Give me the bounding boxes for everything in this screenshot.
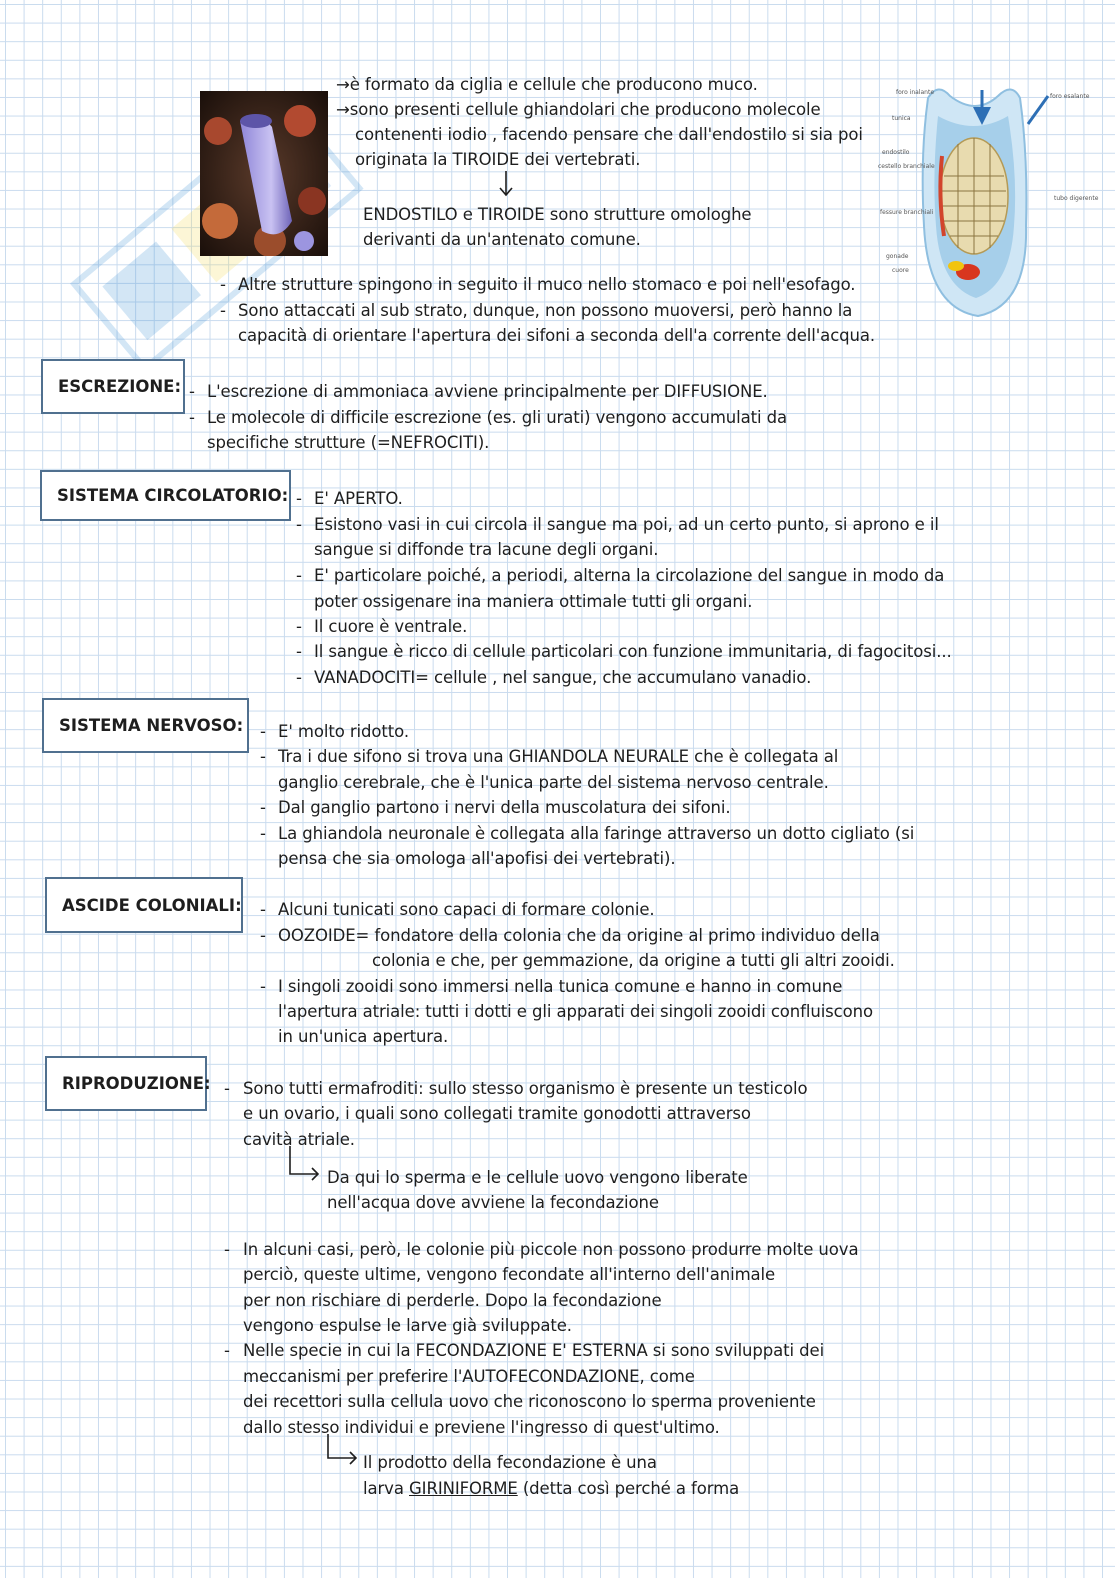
- corner-arrow-icon: [322, 1432, 362, 1470]
- circolatorio-line-6: VANADOCITI= cellule , nel sangue, che accumulano vanadio.: [314, 668, 812, 687]
- label-cuore: cuore: [892, 267, 909, 274]
- coloniali-line-3b: l'apertura atriale: tutti i dotti e gli apparati dei singoli zooidi confluiscono: [278, 1002, 873, 1021]
- arrow-line-3: contenenti iodio , facendo pensare che dall'endostilo si sia poi: [355, 125, 863, 144]
- bullet-dash: -: [296, 617, 302, 636]
- circolatorio-line-4: Il cuore è ventrale.: [314, 617, 468, 636]
- top-bullet-1: Altre strutture spingono in seguito il muco nello stomaco e poi nell'esofago.: [238, 275, 856, 294]
- bullet-dash: -: [296, 515, 302, 534]
- giriniforme-term: GIRINIFORME: [409, 1479, 518, 1498]
- circolatorio-line-2b: sangue si diffonde tra lacune degli organi.: [314, 540, 659, 559]
- nervoso-line-4b: pensa che sia omologa all'apofisi dei vertebrati).: [278, 849, 676, 868]
- riproduzione-p3-arrow-2: [363, 1476, 739, 1502]
- label-endostilo: endostilo: [882, 149, 910, 156]
- down-arrow-icon: [496, 170, 516, 198]
- larva-suffix: (detta così perché a forma: [517, 1479, 740, 1498]
- bullet-dash: -: [260, 798, 266, 817]
- label-gonade: gonade: [886, 253, 909, 260]
- riproduzione-p1-1: Sono tutti ermafroditi: sullo stesso organismo è presente un testicolo: [243, 1079, 808, 1098]
- nervoso-line-3: Dal ganglio partono i nervi della muscolatura dei sifoni.: [278, 798, 731, 817]
- label-cestello: cestello branchiale: [878, 163, 935, 170]
- arrow-line-2: →sono presenti cellule ghiandolari che producono molecole: [336, 100, 821, 119]
- ascidian-photo: [200, 91, 328, 256]
- section-title-escrezione: ESCREZIONE:: [41, 359, 185, 414]
- coloniali-oozoide-2: colonia e che, per gemmazione, da origine a tutti gli altri zooidi.: [372, 951, 895, 970]
- nervoso-line-4a: La ghiandola neuronale è collegata alla faringe attraverso un dotto cigliato (si: [278, 824, 915, 843]
- top-bullet-2a: Sono attaccati al sub strato, dunque, non possono muoversi, però hanno la: [238, 301, 853, 320]
- section-title-coloniali: ASCIDE COLONIALI:: [45, 877, 243, 933]
- nervoso-line-2b: ganglio cerebrale, che è l'unica parte del sistema nervoso centrale.: [278, 773, 829, 792]
- top-bullet-2b: capacità di orientare l'apertura dei sifoni a seconda dell'a corrente dell'acqua.: [238, 326, 876, 345]
- riproduzione-p3-2: meccanismi per preferire l'AUTOFECONDAZIONE, come: [243, 1367, 695, 1386]
- section-title-nervoso: SISTEMA NERVOSO:: [42, 698, 249, 753]
- bullet-dash: -: [189, 382, 195, 401]
- circolatorio-line-3a: E' particolare poiché, a periodi, alterna la circolazione del sangue in modo da: [314, 566, 945, 585]
- label-foro-inalante: foro inalante: [896, 89, 935, 96]
- bullet-dash: -: [260, 722, 266, 741]
- bullet-dash: -: [220, 301, 226, 320]
- bullet-dash: -: [220, 275, 226, 294]
- label-tunica: tunica: [892, 115, 911, 122]
- larva-prefix: larva: [363, 1479, 409, 1498]
- coloniali-line-3a: I singoli zooidi sono immersi nella tunica comune e hanno in comune: [278, 977, 843, 996]
- bullet-dash: -: [260, 747, 266, 766]
- bullet-dash: -: [260, 926, 266, 945]
- riproduzione-p2-2: perciò, queste ultime, vengono fecondate all'interno dell'animale: [243, 1265, 776, 1284]
- bullet-dash: -: [260, 824, 266, 843]
- coloniali-line-1: Alcuni tunicati sono capaci di formare colonie.: [278, 900, 655, 919]
- omology-line-2: derivanti da un'antenato comune.: [363, 230, 641, 249]
- bullet-dash: -: [260, 900, 266, 919]
- riproduzione-arrow-1: Da qui lo sperma e le cellule uovo vengono liberate: [327, 1168, 748, 1187]
- escrezione-line-2a: Le molecole di difficile escrezione (es. gli urati) vengono accumulati da: [207, 408, 788, 427]
- omology-line-1: ENDOSTILO e TIROIDE sono strutture omologhe: [363, 205, 752, 224]
- escrezione-line-2b: specifiche strutture (=NEFROCITI).: [207, 433, 490, 452]
- section-title-riproduzione: RIPRODUZIONE:: [45, 1056, 207, 1111]
- bullet-dash: -: [189, 408, 195, 427]
- label-tubo-digerente: tubo digerente: [1054, 195, 1099, 202]
- bullet-dash: -: [224, 1240, 230, 1259]
- riproduzione-p1-2: e un ovario, i quali sono collegati tramite gonodotti attraverso: [243, 1104, 751, 1123]
- riproduzione-p2-1: In alcuni casi, però, le colonie più piccole non possono produrre molte uova: [243, 1240, 859, 1259]
- riproduzione-p2-4: vengono espulse le larve già sviluppate.: [243, 1316, 572, 1335]
- bullet-dash: -: [296, 642, 302, 661]
- riproduzione-p3-4: dallo stesso individui e previene l'ingresso di quest'ultimo.: [243, 1418, 720, 1437]
- riproduzione-arrow-2: nell'acqua dove avviene la fecondazione: [327, 1193, 659, 1212]
- bullet-dash: -: [260, 977, 266, 996]
- coloniali-line-3c: in un'unica apertura.: [278, 1027, 449, 1046]
- arrow-line-1: →è formato da ciglia e cellule che producono muco.: [336, 75, 758, 94]
- section-title-circolatorio: SISTEMA CIRCOLATORIO:: [40, 470, 291, 521]
- circolatorio-line-5: Il sangue è ricco di cellule particolari con funzione immunitaria, di fagocitosi...: [314, 642, 952, 661]
- riproduzione-p3-arrow-1: Il prodotto della fecondazione è una: [363, 1453, 657, 1472]
- nervoso-line-2a: Tra i due sifono si trova una GHIANDOLA NEURALE che è collegata al: [278, 747, 839, 766]
- riproduzione-p3-3: dei recettori sulla cellula uovo che riconoscono lo sperma proveniente: [243, 1392, 816, 1411]
- coloniali-oozoide-1: OOZOIDE= fondatore della colonia che da origine al primo individuo della: [278, 926, 880, 945]
- ascidian-anatomy-diagram: [878, 76, 1104, 320]
- bullet-dash: -: [224, 1079, 230, 1098]
- bullet-dash: -: [224, 1341, 230, 1360]
- bullet-dash: -: [296, 668, 302, 687]
- riproduzione-p2-3: per non rischiare di perderle. Dopo la fecondazione: [243, 1291, 662, 1310]
- circolatorio-line-1: E' APERTO.: [314, 489, 403, 508]
- bullet-dash: -: [296, 489, 302, 508]
- escrezione-line-1: L'escrezione di ammoniaca avviene principalmente per DIFFUSIONE.: [207, 382, 768, 401]
- riproduzione-p1-3: cavità atriale.: [243, 1130, 355, 1149]
- riproduzione-p3-1: Nelle specie in cui la FECONDAZIONE E' ESTERNA si sono sviluppati dei: [243, 1341, 825, 1360]
- arrow-line-4: originata la TIROIDE dei vertebrati.: [355, 150, 641, 169]
- label-foro-esalante: foro esalante: [1050, 93, 1090, 100]
- label-fessure: fessure branchiali: [880, 209, 934, 216]
- circolatorio-line-2a: Esistono vasi in cui circola il sangue ma poi, ad un certo punto, si aprono e il: [314, 515, 939, 534]
- corner-arrow-icon: [284, 1144, 324, 1184]
- bullet-dash: -: [296, 566, 302, 585]
- circolatorio-line-3b: poter ossigenare ina maniera ottimale tutti gli organi.: [314, 592, 753, 611]
- nervoso-line-1: E' molto ridotto.: [278, 722, 409, 741]
